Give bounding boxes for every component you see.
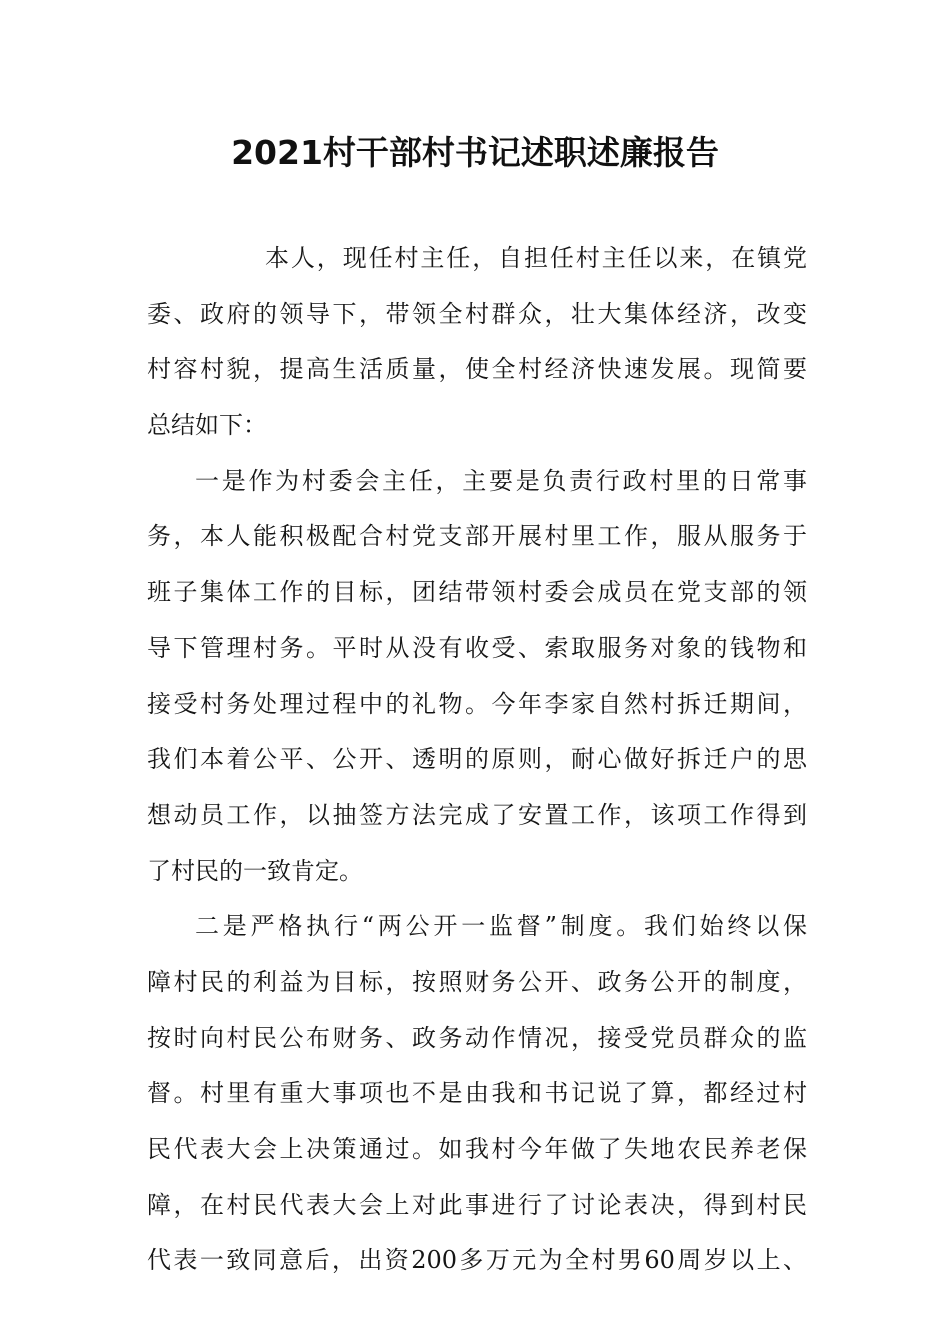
paragraph-line: 想动员工作，以抽签方法完成了安置工作，该项工作得到 xyxy=(147,800,807,829)
paragraph-line: 障，在村民代表大会上对此事进行了讨论表决，得到村民 xyxy=(147,1190,807,1219)
paragraph-line: 总结如下： xyxy=(147,411,267,440)
paragraph-line: 我们本着公平、公开、透明的原则，耐心做好拆迁户的思 xyxy=(147,745,807,774)
paragraph-line: 督。村里有重大事项也不是由我和书记说了算，都经过村 xyxy=(147,1079,807,1108)
paragraph-line: 导下管理村务。平时从没有收受、索取服务对象的钱物和 xyxy=(147,633,807,662)
paragraph-line: 按时向村民公布财务、政务动作情况，接受党员群众的监 xyxy=(147,1023,807,1052)
paragraph-line: 二是严格执行“两公开一监督”制度。我们始终以保 xyxy=(195,912,807,941)
paragraph-line: 委、政府的领导下，带领全村群众，壮大集体经济，改变 xyxy=(147,299,807,328)
document-title: 2021村干部村书记述职述廉报告 xyxy=(231,133,719,172)
paragraph-line: 一是作为村委会主任，主要是负责行政村里的日常事 xyxy=(195,466,807,495)
paragraph-line: 村容村貌，提高生活质量，使全村经济快速发展。现简要 xyxy=(147,355,807,384)
paragraph-line: 班子集体工作的目标，团结带领村委会成员在党支部的领 xyxy=(147,578,807,607)
document-body xyxy=(147,231,807,1289)
paragraph-line: 障村民的利益为目标，按照财务公开、政务公开的制度， xyxy=(147,967,807,996)
paragraph-line: 接受村务处理过程中的礼物。今年李家自然村拆迁期间， xyxy=(147,689,807,718)
paragraph-line: 务，本人能积极配合村党支部开展村里工作，服从服务于 xyxy=(147,522,807,551)
paragraph-line: 了村民的一致肯定。 xyxy=(147,856,363,885)
paragraph-line: 本人，现任村主任，自担任村主任以来，在镇党 xyxy=(265,244,807,272)
paragraph-line: 民代表大会上决策通过。如我村今年做了失地农民养老保 xyxy=(147,1135,807,1163)
paragraph-line: 代表一致同意后，出资200多万元为全村男60周岁以上、 xyxy=(147,1246,807,1275)
